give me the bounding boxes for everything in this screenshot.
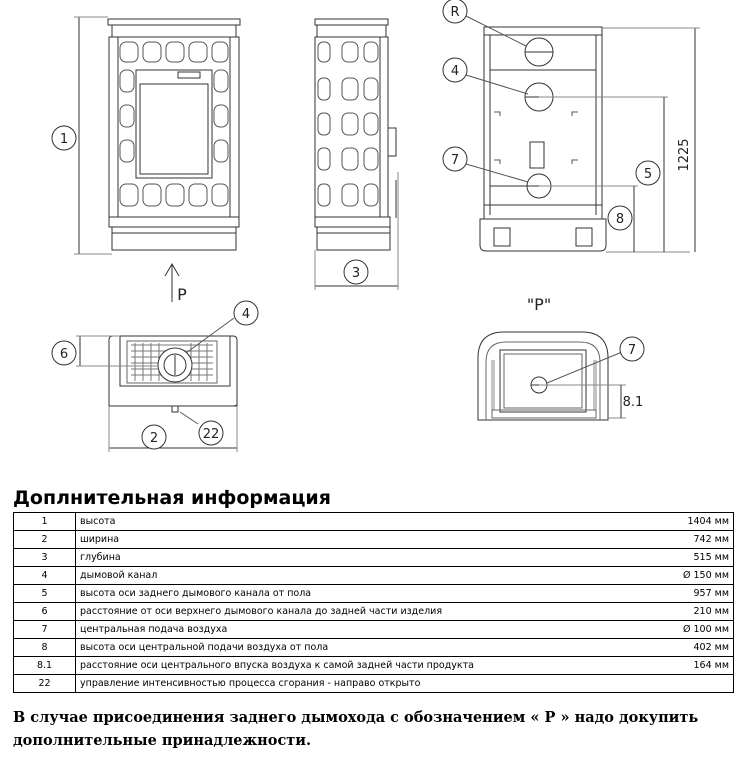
- row-description: управление интенсивностью процесса сгорания - направо открыто: [76, 675, 646, 693]
- row-value: 402 мм: [645, 639, 734, 657]
- row-number: 4: [14, 567, 76, 585]
- table-row: [14, 513, 734, 531]
- dimension-1225: 1225: [677, 138, 692, 172]
- p-view: [478, 332, 626, 420]
- row-description: глубина: [76, 549, 646, 567]
- table-row: [14, 549, 734, 567]
- callout-4-top: 4: [241, 307, 251, 322]
- table-row: [14, 657, 734, 675]
- row-description: центральная подача воздуха: [76, 621, 646, 639]
- callout-7-p: 7: [627, 343, 637, 358]
- row-number: 1: [14, 513, 76, 531]
- row-number: 7: [14, 621, 76, 639]
- row-description: высота оси заднего дымового канала от пола: [76, 585, 646, 603]
- table-row: [14, 639, 734, 657]
- row-number: 6: [14, 603, 76, 621]
- callout-1: 1: [59, 132, 69, 147]
- section-title: Доплнительная информация: [13, 487, 331, 509]
- row-value: 1404 мм: [645, 513, 734, 531]
- callout-8: 8: [615, 212, 625, 227]
- row-value: 957 мм: [645, 585, 734, 603]
- row-value: 742 мм: [645, 531, 734, 549]
- row-number: 8.1: [14, 657, 76, 675]
- row-description: высота: [76, 513, 646, 531]
- callout-22: 22: [202, 427, 220, 442]
- spec-table: [13, 512, 734, 693]
- row-description: дымовой канал: [76, 567, 646, 585]
- row-value: [645, 675, 734, 693]
- table-row: [14, 603, 734, 621]
- callouts: [52, 0, 660, 449]
- table-row: [14, 531, 734, 549]
- row-number: 22: [14, 675, 76, 693]
- row-description: высота оси центральной подачи воздуха от пола: [76, 639, 646, 657]
- front-view: [74, 17, 240, 302]
- row-number: 2: [14, 531, 76, 549]
- table-row: [14, 675, 734, 693]
- row-number: 5: [14, 585, 76, 603]
- back-view: [466, 16, 700, 252]
- table-row: [14, 585, 734, 603]
- callout-7-back: 7: [450, 153, 460, 168]
- footer-note: В случае присоединения заднего дымохода с обозначением « P » надо докупить дополнительные принадлежности.: [13, 709, 699, 749]
- row-number: 8: [14, 639, 76, 657]
- arrow-p-label: P: [177, 285, 187, 304]
- table-row: [14, 621, 734, 639]
- row-value: Ø 100 мм: [645, 621, 734, 639]
- row-description: ширина: [76, 531, 646, 549]
- row-value: 164 мм: [645, 657, 734, 675]
- callout-3: 3: [351, 266, 361, 281]
- callout-4-back: 4: [450, 64, 460, 79]
- row-description: расстояние оси центрального впуска воздуха к самой задней части продукта: [76, 657, 646, 675]
- callout-5: 5: [643, 167, 653, 182]
- side-view: [315, 19, 398, 290]
- row-description: расстояние от оси верхнего дымового канала до задней части изделия: [76, 603, 646, 621]
- callout-8-1: 8.1: [622, 395, 644, 410]
- row-number: 3: [14, 549, 76, 567]
- view-p-label: "P": [526, 295, 552, 314]
- row-value: 210 мм: [645, 603, 734, 621]
- table-row: [14, 567, 734, 585]
- callout-r: R: [450, 5, 460, 20]
- row-value: 515 мм: [645, 549, 734, 567]
- callout-6: 6: [59, 347, 69, 362]
- callout-2: 2: [149, 431, 159, 446]
- row-value: Ø 150 мм: [645, 567, 734, 585]
